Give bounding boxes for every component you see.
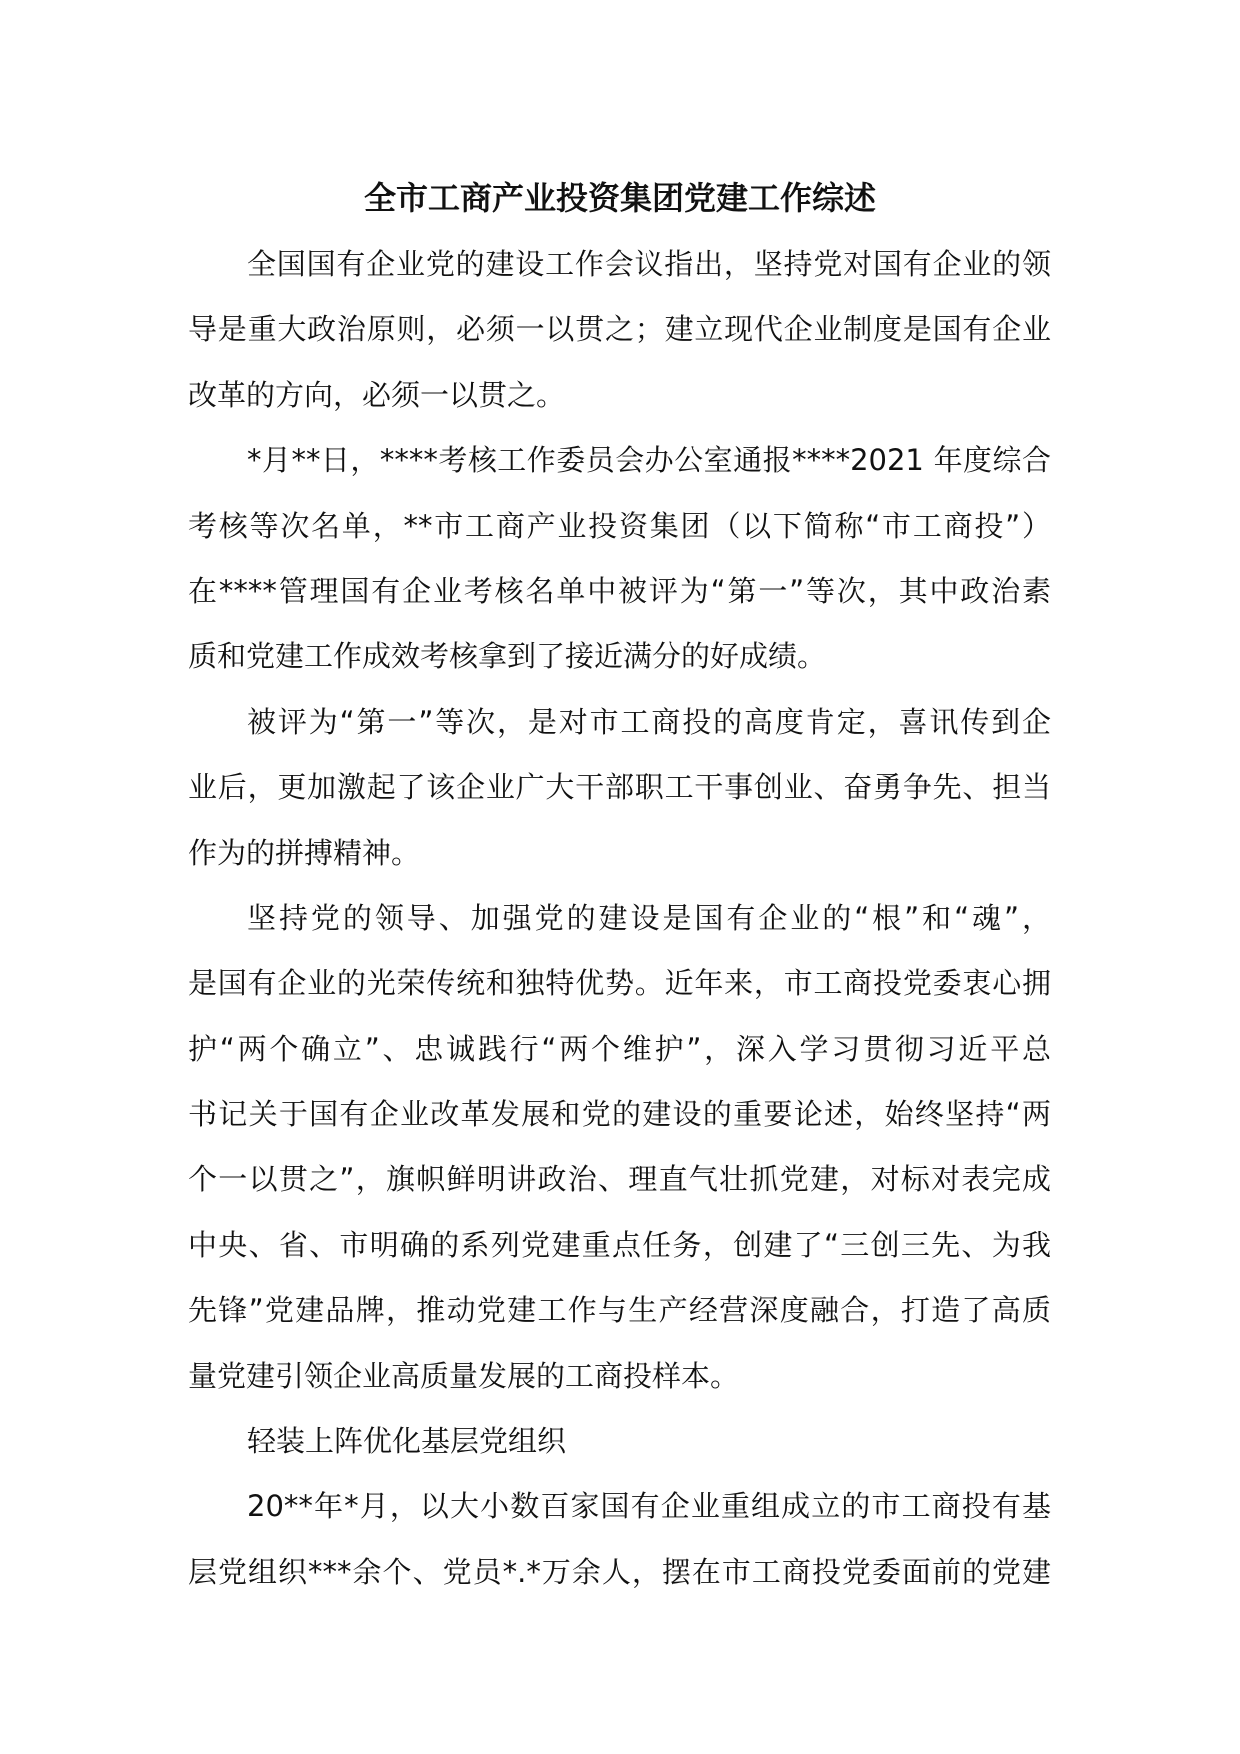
text-line: 改革的方向，必须一以贯之。 bbox=[188, 377, 566, 412]
text-line: 导是重大政治原则，必须一以贯之；建立现代企业制度是国有企业 bbox=[188, 312, 1051, 347]
text-line: *月**日，****考核工作委员会办公室通报****2021 年度综合 bbox=[247, 443, 1051, 478]
text-line: 业后，更加激起了该企业广大干部职工干事创业、奋勇争先、担当 bbox=[188, 770, 1051, 805]
text-line: 个一以贯之”，旗帜鲜明讲政治、理直气壮抓党建，对标对表完成 bbox=[188, 1162, 1051, 1197]
text-line: 坚持党的领导、加强党的建设是国有企业的“根”和“魂”， bbox=[247, 900, 1051, 935]
text-line: 中央、省、市明确的系列党建重点任务，创建了“三创三先、为我 bbox=[188, 1227, 1051, 1262]
paragraph bbox=[188, 1474, 1051, 1605]
text-line: 量党建引领企业高质量发展的工商投样本。 bbox=[188, 1358, 740, 1393]
text-line: 先锋”党建品牌，推动党建工作与生产经营深度融合，打造了高质 bbox=[188, 1293, 1051, 1328]
paragraph bbox=[188, 690, 1051, 886]
text-line: 考核等次名单，**市工商产业投资集团（以下简称“市工商投”） bbox=[188, 508, 1051, 543]
text-line: 20**年*月，以大小数百家国有企业重组成立的市工商投有基 bbox=[247, 1489, 1051, 1524]
text-line: 被评为“第一”等次，是对市工商投的高度肯定，喜讯传到企 bbox=[247, 704, 1051, 739]
text-line: 护“两个确立”、忠诚践行“两个维护”，深入学习贯彻习近平总 bbox=[188, 1031, 1051, 1066]
text-line: 层党组织***余个、党员*.*万余人，摆在市工商投党委面前的党建 bbox=[188, 1554, 1051, 1589]
paragraph bbox=[188, 232, 1051, 428]
paragraph bbox=[188, 886, 1051, 1409]
text-line: 全国国有企业党的建设工作会议指出，坚持党对国有企业的领 bbox=[247, 247, 1051, 281]
paragraph bbox=[188, 1409, 1051, 1474]
text-line: 作为的拼搏精神。 bbox=[188, 835, 421, 870]
paragraph bbox=[188, 428, 1051, 690]
text-line: 在****管理国有企业考核名单中被评为“第一”等次，其中政治素 bbox=[188, 573, 1051, 608]
text-line: 是国有企业的光荣传统和独特优势。近年来，市工商投党委衷心拥 bbox=[188, 966, 1051, 1001]
text-line: 轻装上阵优化基层党组织 bbox=[247, 1424, 567, 1459]
text-line: 质和党建工作成效考核拿到了接近满分的好成绩。 bbox=[188, 639, 827, 674]
document-body bbox=[188, 232, 1051, 1605]
text-line: 书记关于国有企业改革发展和党的建设的重要论述，始终坚持“两 bbox=[188, 1097, 1051, 1132]
document-title: 全市工商产业投资集团党建工作综述 bbox=[363, 179, 876, 217]
